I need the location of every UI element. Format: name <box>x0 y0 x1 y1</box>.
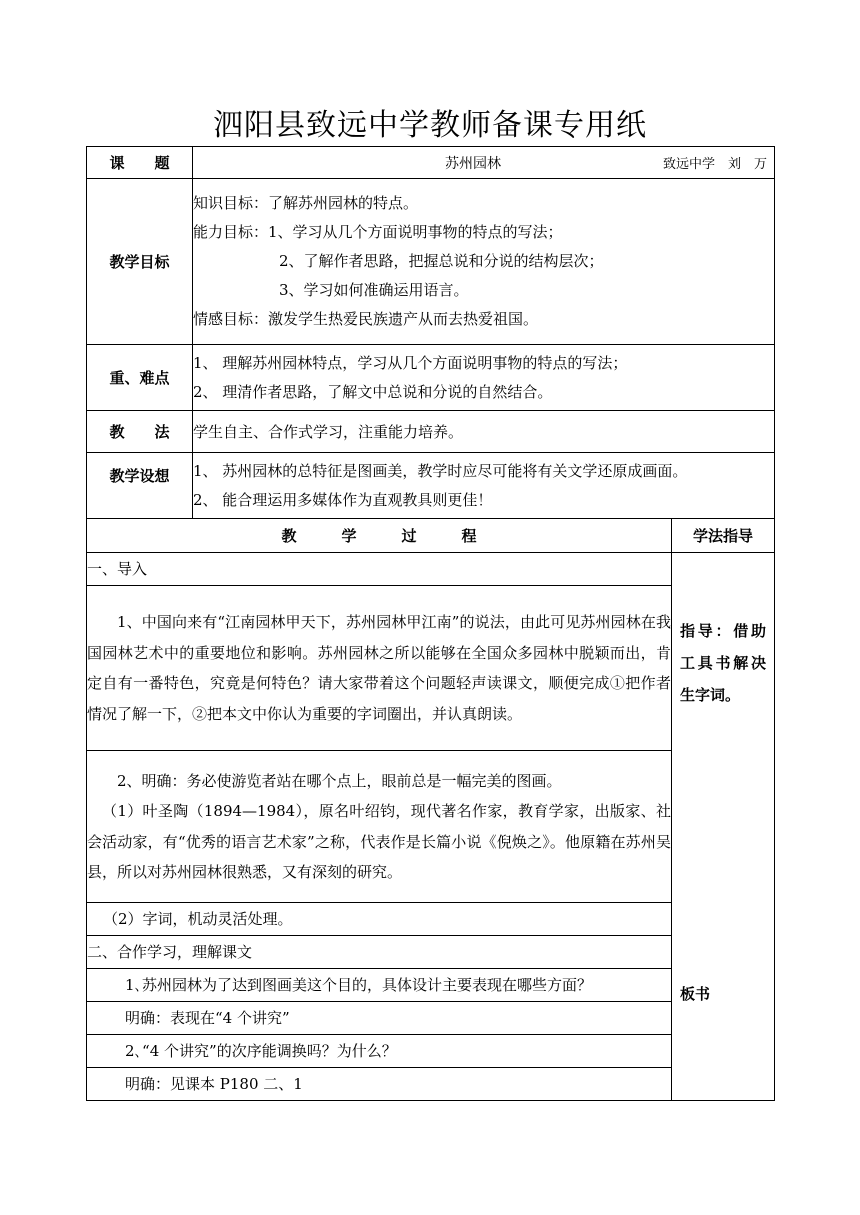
answer-1: 明确：表现在“4 个讲究” <box>87 1002 672 1035</box>
objective-ability: 能力目标：1、学习从几个方面说明事物的特点的写法； <box>193 223 563 241</box>
clarify-content <box>87 751 672 903</box>
difficulties-row <box>87 345 775 411</box>
board-text: 板书 <box>680 985 711 1003</box>
objectives-content <box>193 179 775 345</box>
question-2: 2､“4 个讲究”的次序能调换吗？为什么？ <box>87 1035 672 1068</box>
section-1-title: 一、导入 <box>87 553 672 586</box>
topic-value: 苏州园林 <box>445 155 501 172</box>
design-2: 2、 能合理运用多媒体作为直观教具则更佳！ <box>193 490 493 509</box>
objectives-label: 教学目标 <box>87 179 193 345</box>
answer-2-row <box>87 1068 775 1101</box>
topic-cell <box>193 147 775 179</box>
section-1-row <box>87 553 775 586</box>
words-text: （2）字词，机动灵活处理。 <box>87 903 672 936</box>
answer-2: 明确：见课本 P180 二、1 <box>87 1068 672 1101</box>
objective-emotion: 情感目标：激发学生热爱民族遗产从而去热爱祖国。 <box>193 310 539 328</box>
design-row <box>87 453 775 519</box>
method-row <box>87 411 775 453</box>
difficulty-1: 1、 理解苏州园林特点，学习从几个方面说明事物的特点的写法； <box>193 353 628 372</box>
objective-ability-2: 2、了解作者思路，把握总说和分说的结构层次； <box>279 252 604 270</box>
design-content <box>193 453 775 519</box>
clarify-line-1: 2、明确：务必使游览者站在哪个点上，眼前总是一幅完美的图画。 <box>117 771 562 790</box>
guide-column <box>672 553 775 1101</box>
objectives-row <box>87 179 775 345</box>
method-content: 学生自主、合作式学习，注重能力培养。 <box>193 411 775 453</box>
guide-text: 指导：借助工具书解决生字词。 <box>680 622 767 704</box>
method-label: 教 法 <box>87 411 193 453</box>
question-1: 1､苏州园林为了达到图画美这个目的，具体设计主要表现在哪些方面？ <box>87 969 672 1002</box>
author-name: 致远中学 刘 万 <box>663 156 768 172</box>
question-1-row <box>87 969 775 1002</box>
process-header-row <box>87 519 775 553</box>
topic-row <box>87 147 775 179</box>
difficulty-2: 2、 理清作者思路，了解文中总说和分说的自然结合。 <box>193 382 553 401</box>
process-header: 教 学 过 程 <box>87 519 672 553</box>
lesson-plan-table <box>86 146 775 1101</box>
section-2-row <box>87 936 775 969</box>
objective-ability-3: 3、学习如何准确运用语言。 <box>279 281 469 299</box>
intro-para-row <box>87 586 775 751</box>
words-row <box>87 903 775 936</box>
guide-header: 学法指导 <box>672 519 775 553</box>
design-1: 1、 苏州园林的总特征是图画美，教学时应尽可能将有关文学还原成画面。 <box>193 461 688 480</box>
difficulties-label: 重、难点 <box>87 345 193 411</box>
author-intro: （1）叶圣陶（1894—1984），原名叶绍钧，现代著名作家，教育学家，出版家、社会活动家，有“优秀的语言艺术家”之称，代表作是长篇小说《倪焕之》。他原籍在苏州吴县，所以对苏州园林很熟悉，又有深刻的研究。 <box>87 802 671 881</box>
objective-knowledge: 知识目标：了解苏州园林的特点。 <box>193 194 419 212</box>
question-2-row <box>87 1035 775 1068</box>
topic-label: 课 题 <box>87 147 193 179</box>
design-label: 教学设想 <box>87 453 193 519</box>
difficulties-content <box>193 345 775 411</box>
clarify-row <box>87 751 775 903</box>
page-title: 泗阳县致远中学教师备课专用纸 <box>213 108 647 143</box>
intro-paragraph: 1、中国向来有“江南园林甲天下，苏州园林甲江南”的说法，由此可见苏州园林在我国园林艺术中的重要地位和影响。苏州园林之所以能够在全国众多园林中脱颖而出，肯定自有一番特色，究竟是何特色？请大家带着这个问题轻声读课文，顺便完成①把作者情况了解一下，②把本文中你认为重要的字词圈出，并认真朗读。 <box>87 586 672 751</box>
answer-1-row <box>87 1002 775 1035</box>
section-2-title: 二、合作学习，理解课文 <box>87 936 672 969</box>
